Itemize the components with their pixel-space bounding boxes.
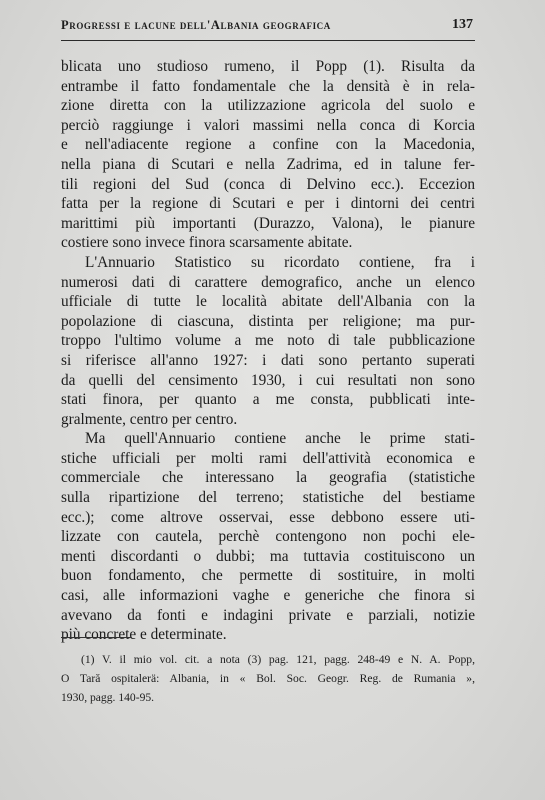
body-text [61, 57, 475, 645]
text-line: ecc.); come altrove osservai, esse debbono essere uti- [61, 508, 475, 526]
footnote [61, 650, 475, 707]
text-line: Ma quell'Annuario contiene anche le prime stati- [85, 430, 475, 448]
page-number: 137 [452, 17, 473, 32]
text-line: stati finora, per quanto a me consta, pubblicati inte- [61, 391, 475, 409]
text-line: ufficiale di tutte le località abitate dell'Albania con la [61, 293, 475, 311]
text-line: numerosi dati di carattere demografico, anche un elenco [61, 273, 475, 291]
text-line: sulla ripartizione del terreno; statistiche del bestiame [61, 489, 475, 507]
footnote-line: O Tară ospitalerä: Albania, in « Bol. Soc. Geogr. Reg. de Rumania », [61, 672, 475, 685]
text-line: tili regioni del Sud (conca di Delvino ecc.). Eccezion [61, 175, 475, 193]
text-line: avevano da fonti e indagini private e parziali, notizie [61, 606, 475, 624]
footnote-line: (1) V. il mio vol. cit. a nota (3) pag. 121, pagg. 248-49 e N. A. Popp, [81, 653, 475, 666]
text-line: commerciale che interessano la geografia (statistiche [61, 469, 475, 487]
text-line: da quelli del censimento 1930, i cui resultati non sono [61, 371, 475, 389]
text-line: buon fondamento, che permette di sostituire, in molti [61, 567, 475, 585]
text-line: zione diretta con la utilizzazione agricola del suolo e [61, 97, 475, 115]
text-line: troppo l'ultimo volume a me noto di tale pubblicazione [61, 332, 475, 350]
text-line: entrambe il fatto fondamentale che la densità è in rela- [61, 77, 475, 95]
text-line: marittimi più importanti (Durazzo, Valona), le pianure [61, 214, 475, 232]
running-head-title: Progressi e lacune dell'Albania geografica [61, 18, 331, 32]
text-line: gralmente, centro per centro. [61, 410, 238, 428]
running-head [61, 14, 475, 41]
text-line: costiere sono invece finora scarsamente abitate. [61, 234, 353, 252]
text-line: e nell'adiacente regione a confine con la Macedonia, [61, 136, 475, 154]
text-line: perciò raggiunge i valori massimi nella conca di Korcia [61, 116, 475, 134]
text-line: più concrete e determinate. [61, 626, 227, 644]
text-line: fatta per la regione di Scutari e per i dintorni dei centri [61, 195, 475, 213]
text-line: popolazione di ciascuna, distinta per religione; ma pur- [61, 312, 475, 330]
text-line: si riferisce all'anno 1927: i dati sono pertanto superati [61, 351, 475, 369]
text-line: lizzate con cautela, perchè contengono non pochi ele- [61, 528, 475, 546]
footnote-line: 1930, pagg. 140-95. [61, 691, 155, 704]
footnote-divider [61, 637, 131, 638]
text-line: menti discordanti o dubbi; ma tuttavia costituiscono un [61, 547, 475, 565]
text-line: L'Annuario Statistico su ricordato contiene, fra i [85, 253, 475, 271]
text-line: nella piana di Scutari e nella Zadrima, ed in talune fer- [61, 155, 475, 173]
text-line: casi, alle informazioni vaghe e generiche che finora si [61, 587, 475, 605]
text-line: stiche ufficiali per molti rami dell'attività economica e [61, 449, 475, 467]
text-line: blicata uno studioso rumeno, il Popp (1). Risulta da [61, 58, 475, 75]
